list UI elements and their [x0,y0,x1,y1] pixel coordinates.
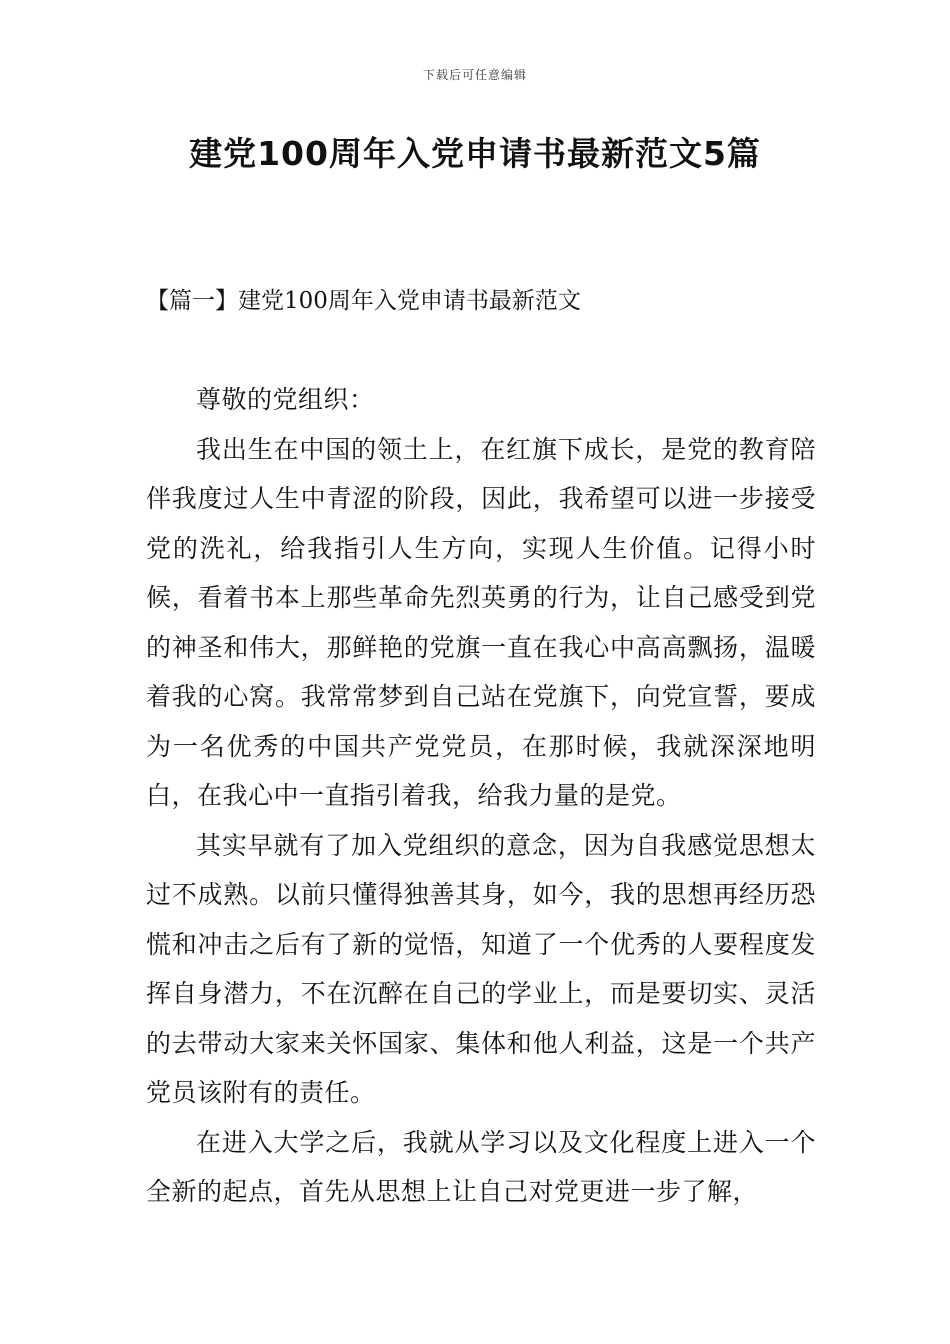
paragraph: 其实早就有了加入党组织的意念，因为自我感觉思想太过不成熟。以前只懂得独善其身，如今，我的思想再经历恐慌和冲击之后有了新的觉悟，知道了一个优秀的人要程度发挥自身潜力，不在沉醉在自己的学业上，而是要切实、灵活的去带动大家来关怀国家、集体和他人利益，这是一个共产党员该附有的责任。 [146,830,816,1107]
paragraph: 在进入大学之后，我就从学习以及文化程度上进入一个全新的起点，首先从思想上让自己对党更进一步了解， [146,1127,816,1206]
section-heading: 【篇一】建党100周年入党申请书最新范文 [146,288,581,314]
document-title: 建党100周年入党申请书最新范文5篇 [189,134,761,173]
paragraph: 我出生在中国的领土上，在红旗下成长，是党的教育陪伴我度过人生中青涩的阶段，因此，我希望可以进一步接受党的洗礼，给我指引人生方向，实现人生价值。记得小时候，看着书本上那些革命先烈英勇的行为，让自己感受到党的神圣和伟大，那鲜艳的党旗一直在我心中高高飘扬，温暖着我的心窝。我常常梦到自己站在党旗下，向党宣誓，要成为一名优秀的中国共产党党员，在那时候，我就深深地明白，在我心中一直指引着我，给我力量的是党。 [146,434,816,810]
header-note: 下载后可任意编辑 [422,68,527,82]
salutation: 尊敬的党组织： [196,385,375,414]
letter-body [146,375,816,1217]
